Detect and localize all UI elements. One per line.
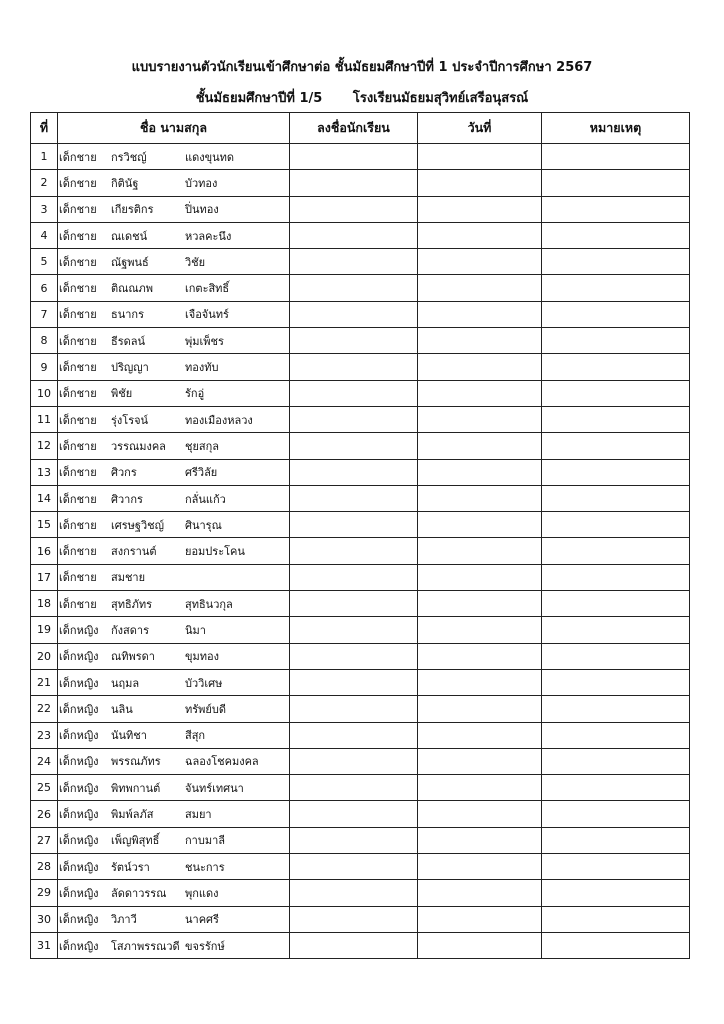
row-number: 7 <box>31 301 58 327</box>
first-name: ณทิพรดา <box>111 650 155 664</box>
first-name: ปริญญา <box>111 361 149 375</box>
student-name-cell <box>58 748 290 774</box>
student-name-cell <box>58 538 290 564</box>
row-number: 26 <box>31 801 58 827</box>
remarks-cell <box>542 485 690 511</box>
date-cell <box>418 485 542 511</box>
student-name-cell <box>58 854 290 880</box>
column-header-remarks: หมายเหตุ <box>542 113 690 144</box>
table-row <box>31 433 690 459</box>
remarks-cell <box>542 932 690 958</box>
remarks-cell <box>542 617 690 643</box>
remarks-cell <box>542 906 690 932</box>
signature-cell <box>290 538 418 564</box>
remarks-cell <box>542 827 690 853</box>
first-name: นฤมล <box>111 676 140 690</box>
first-name: พิทพกานต์ <box>111 781 161 795</box>
name-prefix: เด็กหญิง <box>59 755 99 769</box>
date-cell <box>418 380 542 406</box>
signature-cell <box>290 328 418 354</box>
signature-cell <box>290 801 418 827</box>
date-cell <box>418 643 542 669</box>
column-header-no: ที่ <box>31 113 58 144</box>
table-row <box>31 854 690 880</box>
last-name: นาคศรี <box>185 913 219 927</box>
signature-cell <box>290 380 418 406</box>
table-row <box>31 249 690 275</box>
row-number: 5 <box>31 249 58 275</box>
row-number: 22 <box>31 696 58 722</box>
last-name: สมยา <box>185 808 212 822</box>
signature-cell <box>290 591 418 617</box>
signature-cell <box>290 433 418 459</box>
last-name: บัววิเศษ <box>185 676 223 690</box>
row-number: 1 <box>31 144 58 170</box>
remarks-cell <box>542 880 690 906</box>
date-cell <box>418 222 542 248</box>
first-name: รัตน์วรา <box>111 860 150 874</box>
date-cell <box>418 301 542 327</box>
remarks-cell <box>542 591 690 617</box>
first-name: รุ่งโรจน์ <box>111 413 149 427</box>
signature-cell <box>290 354 418 380</box>
signature-cell <box>290 880 418 906</box>
row-number: 25 <box>31 775 58 801</box>
name-prefix: เด็กชาย <box>59 334 97 348</box>
first-name: ศิวากร <box>111 492 143 506</box>
name-prefix: เด็กหญิง <box>59 834 99 848</box>
last-name: ขุมทอง <box>185 650 219 664</box>
signature-cell <box>290 722 418 748</box>
last-name: แดงขุนทด <box>185 150 235 164</box>
name-prefix: เด็กหญิง <box>59 702 99 716</box>
student-name-cell <box>58 669 290 695</box>
last-name: ทองเมืองหลวง <box>185 413 253 427</box>
date-cell <box>418 354 542 380</box>
student-name-cell <box>58 564 290 590</box>
last-name: ทรัพย์บดี <box>185 702 226 716</box>
table-row <box>31 222 690 248</box>
last-name: ชนะการ <box>185 860 225 874</box>
table-row <box>31 196 690 222</box>
first-name: นันทิชา <box>111 729 147 743</box>
remarks-cell <box>542 354 690 380</box>
name-prefix: เด็กหญิง <box>59 650 99 664</box>
row-number: 23 <box>31 722 58 748</box>
row-number: 21 <box>31 669 58 695</box>
table-row <box>31 775 690 801</box>
row-number: 31 <box>31 932 58 958</box>
student-name-cell <box>58 643 290 669</box>
table-row <box>31 827 690 853</box>
last-name: สุทธินวกุล <box>185 597 233 611</box>
signature-cell <box>290 932 418 958</box>
row-number: 24 <box>31 748 58 774</box>
class-label: ชั้นมัธยมศึกษาปีที่ 1/5 <box>195 91 323 106</box>
remarks-cell <box>542 275 690 301</box>
name-prefix: เด็กหญิง <box>59 939 99 953</box>
student-name-cell <box>58 222 290 248</box>
date-cell <box>418 249 542 275</box>
last-name: ศรีวิลัย <box>185 466 218 480</box>
date-cell <box>418 406 542 432</box>
first-name: ณัฐพนธ์ <box>111 255 149 269</box>
remarks-cell <box>542 564 690 590</box>
name-prefix: เด็กชาย <box>59 282 97 296</box>
date-cell <box>418 433 542 459</box>
remarks-cell <box>542 512 690 538</box>
date-cell <box>418 775 542 801</box>
remarks-cell <box>542 775 690 801</box>
student-name-cell <box>58 722 290 748</box>
date-cell <box>418 906 542 932</box>
date-cell <box>418 722 542 748</box>
date-cell <box>418 617 542 643</box>
last-name: กลั่นแก้ว <box>185 492 226 506</box>
table-row <box>31 328 690 354</box>
table-row <box>31 880 690 906</box>
column-header-signature: ลงชื่อนักเรียน <box>290 113 418 144</box>
table-row <box>31 512 690 538</box>
remarks-cell <box>542 249 690 275</box>
signature-cell <box>290 775 418 801</box>
student-name-cell <box>58 144 290 170</box>
date-cell <box>418 696 542 722</box>
signature-cell <box>290 144 418 170</box>
remarks-cell <box>542 144 690 170</box>
row-number: 11 <box>31 406 58 432</box>
first-name: ศิวกร <box>111 466 137 480</box>
student-name-cell <box>58 301 290 327</box>
row-number: 3 <box>31 196 58 222</box>
name-prefix: เด็กชาย <box>59 439 97 453</box>
name-prefix: เด็กหญิง <box>59 676 99 690</box>
first-name: เศรษฐวิชญ์ <box>111 518 164 532</box>
table-header-row <box>31 113 690 144</box>
table-row <box>31 380 690 406</box>
student-name-cell <box>58 196 290 222</box>
signature-cell <box>290 196 418 222</box>
last-name: กาบมาลี <box>185 834 225 848</box>
row-number: 4 <box>31 222 58 248</box>
first-name: เกียรติกร <box>111 203 154 217</box>
remarks-cell <box>542 801 690 827</box>
name-prefix: เด็กชาย <box>59 492 97 506</box>
remarks-cell <box>542 538 690 564</box>
name-prefix: เด็กหญิง <box>59 913 99 927</box>
table-row <box>31 538 690 564</box>
last-name: หวลคะนึง <box>185 229 232 243</box>
row-number: 14 <box>31 485 58 511</box>
last-name: เจือจันทร์ <box>185 308 229 322</box>
student-name-cell <box>58 512 290 538</box>
first-name: ธนากร <box>111 308 144 322</box>
first-name: ลัดดาวรรณ <box>111 886 167 900</box>
name-prefix: เด็กชาย <box>59 255 97 269</box>
date-cell <box>418 196 542 222</box>
row-number: 30 <box>31 906 58 932</box>
student-name-cell <box>58 485 290 511</box>
student-name-cell <box>58 906 290 932</box>
name-prefix: เด็กหญิง <box>59 781 99 795</box>
date-cell <box>418 512 542 538</box>
table-row <box>31 406 690 432</box>
remarks-cell <box>542 669 690 695</box>
signature-cell <box>290 485 418 511</box>
remarks-cell <box>542 222 690 248</box>
name-prefix: เด็กชาย <box>59 518 97 532</box>
remarks-cell <box>542 722 690 748</box>
last-name: วิชัย <box>185 255 206 269</box>
last-name: ยอมประโคน <box>185 545 245 559</box>
name-prefix: เด็กชาย <box>59 229 97 243</box>
last-name: รักอู่ <box>185 387 205 401</box>
last-name: บัวทอง <box>185 176 218 190</box>
table-row <box>31 144 690 170</box>
last-name: ทองทับ <box>185 361 219 375</box>
table-row <box>31 301 690 327</box>
row-number: 12 <box>31 433 58 459</box>
first-name: เพ็ญพิสุทธิ์ <box>111 834 160 848</box>
signature-cell <box>290 827 418 853</box>
first-name: กิตินัฐ <box>111 176 139 190</box>
date-cell <box>418 564 542 590</box>
row-number: 10 <box>31 380 58 406</box>
student-name-cell <box>58 170 290 196</box>
row-number: 29 <box>31 880 58 906</box>
table-row <box>31 696 690 722</box>
table-row <box>31 906 690 932</box>
table-row <box>31 354 690 380</box>
document-title: แบบรายงานตัวนักเรียนเข้าศึกษาต่อ ชั้นมัธยมศึกษาปีที่ 1 ประจำปีการศึกษา 2567 <box>131 60 593 75</box>
row-number: 28 <box>31 854 58 880</box>
row-number: 9 <box>31 354 58 380</box>
date-cell <box>418 328 542 354</box>
remarks-cell <box>542 854 690 880</box>
table-row <box>31 275 690 301</box>
row-number: 17 <box>31 564 58 590</box>
student-name-cell <box>58 801 290 827</box>
remarks-cell <box>542 643 690 669</box>
name-prefix: เด็กชาย <box>59 203 97 217</box>
name-prefix: เด็กชาย <box>59 387 97 401</box>
row-number: 6 <box>31 275 58 301</box>
student-name-cell <box>58 354 290 380</box>
name-prefix: เด็กชาย <box>59 176 97 190</box>
first-name: ณเดชน์ <box>111 229 148 243</box>
signature-cell <box>290 170 418 196</box>
table-body <box>31 144 690 959</box>
row-number: 19 <box>31 617 58 643</box>
first-name: พรรณภัทร <box>111 755 161 769</box>
last-name: พุกแดง <box>185 886 219 900</box>
date-cell <box>418 880 542 906</box>
table-row <box>31 669 690 695</box>
first-name: กังสดาร <box>111 623 149 637</box>
signature-cell <box>290 854 418 880</box>
remarks-cell <box>542 170 690 196</box>
signature-cell <box>290 617 418 643</box>
row-number: 18 <box>31 591 58 617</box>
row-number: 27 <box>31 827 58 853</box>
table-row <box>31 722 690 748</box>
student-name-cell <box>58 696 290 722</box>
signature-cell <box>290 643 418 669</box>
name-prefix: เด็กหญิง <box>59 860 99 874</box>
date-cell <box>418 669 542 695</box>
signature-cell <box>290 512 418 538</box>
date-cell <box>418 932 542 958</box>
name-prefix: เด็กหญิง <box>59 808 99 822</box>
last-name: พุ่มเพ็ชร <box>185 334 224 348</box>
table-row <box>31 170 690 196</box>
first-name: สมชาย <box>111 571 146 585</box>
remarks-cell <box>542 696 690 722</box>
last-name: สีสุก <box>185 729 206 743</box>
row-number: 13 <box>31 459 58 485</box>
name-prefix: เด็กชาย <box>59 413 97 427</box>
first-name: พิชัย <box>111 387 133 401</box>
remarks-cell <box>542 196 690 222</box>
first-name: วิภาวี <box>111 913 137 927</box>
last-name: ศินารุณ <box>185 518 222 532</box>
name-prefix: เด็กหญิง <box>59 623 99 637</box>
date-cell <box>418 144 542 170</box>
remarks-cell <box>542 459 690 485</box>
student-name-cell <box>58 433 290 459</box>
date-cell <box>418 591 542 617</box>
row-number: 8 <box>31 328 58 354</box>
remarks-cell <box>542 301 690 327</box>
signature-cell <box>290 696 418 722</box>
remarks-cell <box>542 380 690 406</box>
student-name-cell <box>58 827 290 853</box>
student-name-cell <box>58 328 290 354</box>
student-roster-table <box>30 112 690 959</box>
signature-cell <box>290 459 418 485</box>
table-row <box>31 617 690 643</box>
column-header-name: ชื่อ นามสกุล <box>58 113 290 144</box>
student-name-cell <box>58 249 290 275</box>
date-cell <box>418 801 542 827</box>
signature-cell <box>290 222 418 248</box>
name-prefix: เด็กชาย <box>59 150 97 164</box>
first-name: กรวิชญ์ <box>111 150 147 164</box>
row-number: 2 <box>31 170 58 196</box>
first-name: ติณณภพ <box>111 282 154 296</box>
table-row <box>31 459 690 485</box>
date-cell <box>418 854 542 880</box>
name-prefix: เด็กชาย <box>59 571 97 585</box>
last-name: เกตะสิทธิ์ <box>185 282 230 296</box>
date-cell <box>418 538 542 564</box>
school-name: โรงเรียนมัธยมสุวิทย์เสรีอนุสรณ์ <box>352 91 529 106</box>
signature-cell <box>290 249 418 275</box>
name-prefix: เด็กชาย <box>59 361 97 375</box>
last-name: ฉลองโชคมงคล <box>185 755 259 769</box>
student-name-cell <box>58 380 290 406</box>
signature-cell <box>290 669 418 695</box>
first-name: สงกรานต์ <box>111 545 157 559</box>
table-row <box>31 932 690 958</box>
remarks-cell <box>542 748 690 774</box>
signature-cell <box>290 301 418 327</box>
name-prefix: เด็กชาย <box>59 545 97 559</box>
student-name-cell <box>58 406 290 432</box>
table-row <box>31 801 690 827</box>
name-prefix: เด็กหญิง <box>59 729 99 743</box>
row-number: 20 <box>31 643 58 669</box>
column-header-date: วันที่ <box>418 113 542 144</box>
student-name-cell <box>58 591 290 617</box>
last-name: นิมา <box>185 623 206 637</box>
document-subtitle <box>0 87 724 108</box>
student-name-cell <box>58 775 290 801</box>
first-name: ธีรดลน์ <box>111 334 146 348</box>
name-prefix: เด็กชาย <box>59 308 97 322</box>
table-row <box>31 748 690 774</box>
signature-cell <box>290 406 418 432</box>
first-name: พิมพ์ลภัส <box>111 808 154 822</box>
first-name: วรรณมงคล <box>111 439 166 453</box>
name-prefix: เด็กหญิง <box>59 886 99 900</box>
student-name-cell <box>58 275 290 301</box>
date-cell <box>418 459 542 485</box>
table-row <box>31 643 690 669</box>
first-name: นลิน <box>111 702 133 716</box>
remarks-cell <box>542 328 690 354</box>
date-cell <box>418 748 542 774</box>
student-name-cell <box>58 459 290 485</box>
date-cell <box>418 827 542 853</box>
table-row <box>31 591 690 617</box>
row-number: 16 <box>31 538 58 564</box>
last-name: ชุยสกุล <box>185 439 220 453</box>
signature-cell <box>290 564 418 590</box>
student-name-cell <box>58 932 290 958</box>
table-row <box>31 485 690 511</box>
name-prefix: เด็กชาย <box>59 466 97 480</box>
name-prefix: เด็กชาย <box>59 597 97 611</box>
signature-cell <box>290 748 418 774</box>
remarks-cell <box>542 433 690 459</box>
signature-cell <box>290 906 418 932</box>
date-cell <box>418 275 542 301</box>
last-name: จันทร์เทศนา <box>185 781 244 795</box>
last-name: ขจรรักษ์ <box>185 939 225 953</box>
remarks-cell <box>542 406 690 432</box>
first-name: โสภาพรรณวดี <box>111 939 180 953</box>
student-name-cell <box>58 617 290 643</box>
date-cell <box>418 170 542 196</box>
table-row <box>31 564 690 590</box>
row-number: 15 <box>31 512 58 538</box>
first-name: สุทธิภัทร <box>111 597 153 611</box>
signature-cell <box>290 275 418 301</box>
last-name: ปิ่นทอง <box>185 203 219 217</box>
student-name-cell <box>58 880 290 906</box>
